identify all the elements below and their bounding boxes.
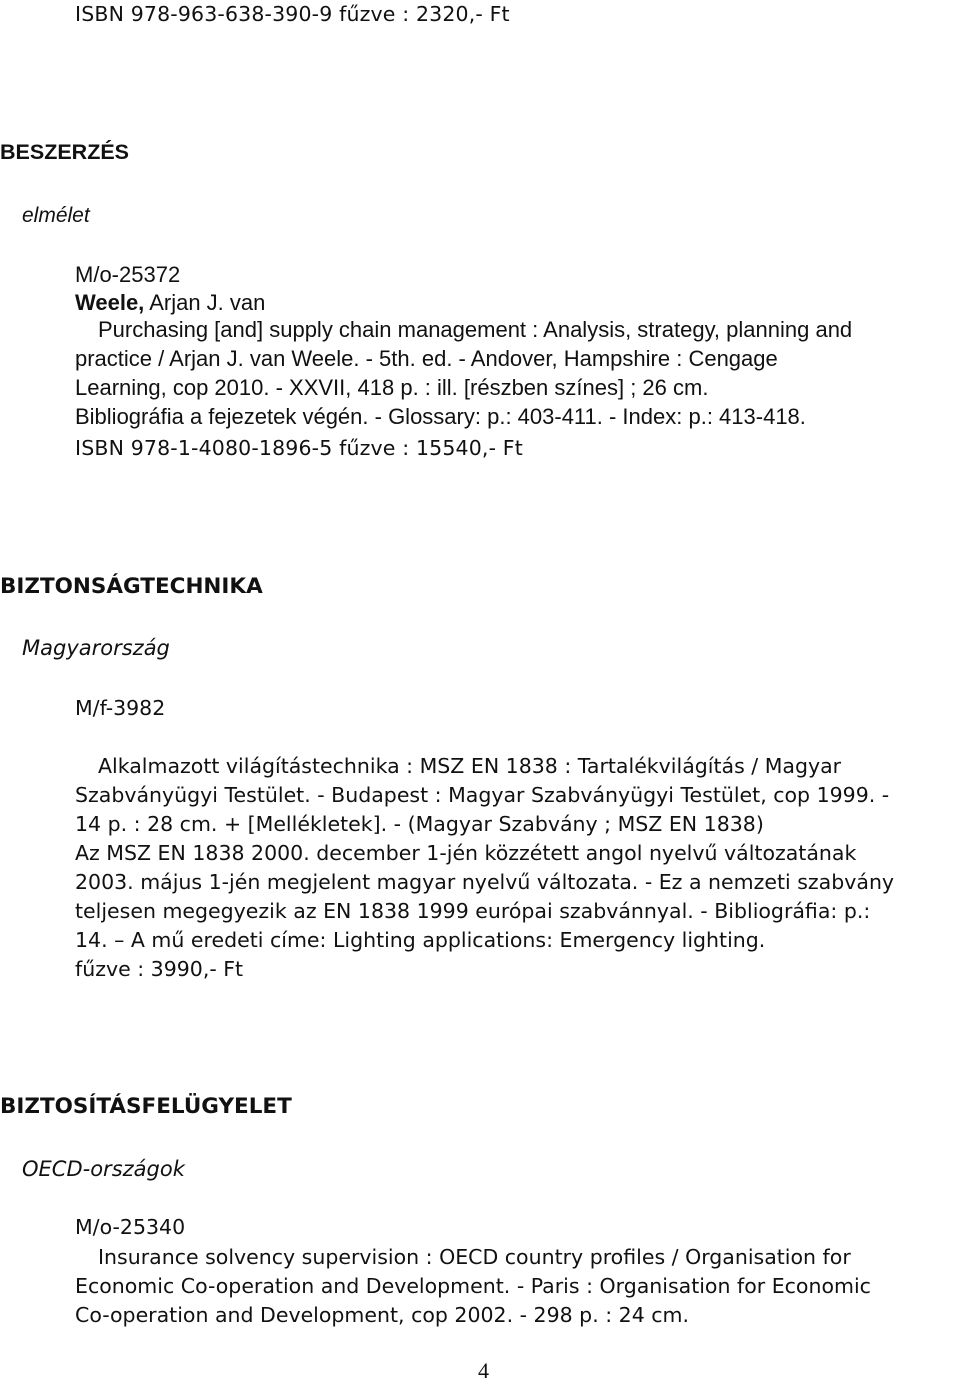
record-line: practice / Arjan J. van Weele. - 5th. ed. - Andover, Hampshire : Cengage (75, 346, 778, 371)
page-number: 4 (478, 1358, 489, 1383)
section-heading-biztonsagtechnika: BIZTONSÁGTECHNIKA (0, 574, 263, 599)
top-isbn-line: ISBN 978-963-638-390-9 fűzve : 2320,- Ft (75, 2, 510, 26)
topic-elmelet: elmélet (22, 204, 90, 227)
record-line: Alkalmazott világítástechnika : MSZ EN 1838 : Tartalékvilágítás / Magyar (98, 754, 842, 778)
record-line: 2003. május 1-jén megjelent magyar nyelvű változata. - Ez a nemzeti szabvány (75, 870, 895, 894)
author-surname: Weele, (75, 290, 145, 315)
topic-oecd-orszagok: OECD-országok (22, 1157, 185, 1181)
record-line: Az MSZ EN 1838 2000. december 1-jén közzétett angol nyelvű változatának (75, 841, 857, 865)
author-line (75, 290, 265, 316)
record-line: Purchasing [and] supply chain management : Analysis, strategy, planning and (98, 317, 853, 342)
call-number: M/o-25340 (75, 1215, 186, 1239)
record-line: Szabványügyi Testület. - Budapest : Magyar Szabványügyi Testület, cop 1999. - (75, 783, 890, 807)
record-line: 14. – A mű eredeti címe: Lighting applications: Emergency lighting. (75, 928, 766, 952)
record-line: Insurance solvency supervision : OECD country profiles / Organisation for (98, 1245, 851, 1269)
record-line: Learning, cop 2010. - XXVII, 418 p. : ill. [részben színes] ; 26 cm. (75, 375, 709, 400)
isbn-line: ISBN 978-1-4080-1896-5 fűzve : 15540,- Ft (75, 436, 523, 460)
topic-magyarorszag: Magyarország (22, 636, 170, 660)
section-heading-beszerzes: BESZERZÉS (0, 140, 130, 164)
call-number: M/f-3982 (75, 696, 166, 720)
author-given: Arjan J. van (144, 290, 266, 315)
price-line: fűzve : 3990,- Ft (75, 957, 244, 981)
call-number: M/o-25372 (75, 262, 181, 287)
record-line: Co-operation and Development, cop 2002. - 298 p. : 24 cm. (75, 1303, 690, 1327)
record-line: Bibliográfia a fejezetek végén. - Glossary: p.: 403-411. - Index: p.: 413-418. (75, 404, 806, 429)
section-heading-biztositasfelugyelet: BIZTOSÍTÁSFELÜGYELET (0, 1094, 292, 1119)
record-line: Economic Co-operation and Development. - Paris : Organisation for Economic (75, 1274, 871, 1298)
record-line: teljesen megegyezik az EN 1838 1999 európai szabvánnyal. - Bibliográfia: p.: (75, 899, 871, 923)
record-line: 14 p. : 28 cm. + [Mellékletek]. - (Magyar Szabvány ; MSZ EN 1838) (75, 812, 764, 836)
